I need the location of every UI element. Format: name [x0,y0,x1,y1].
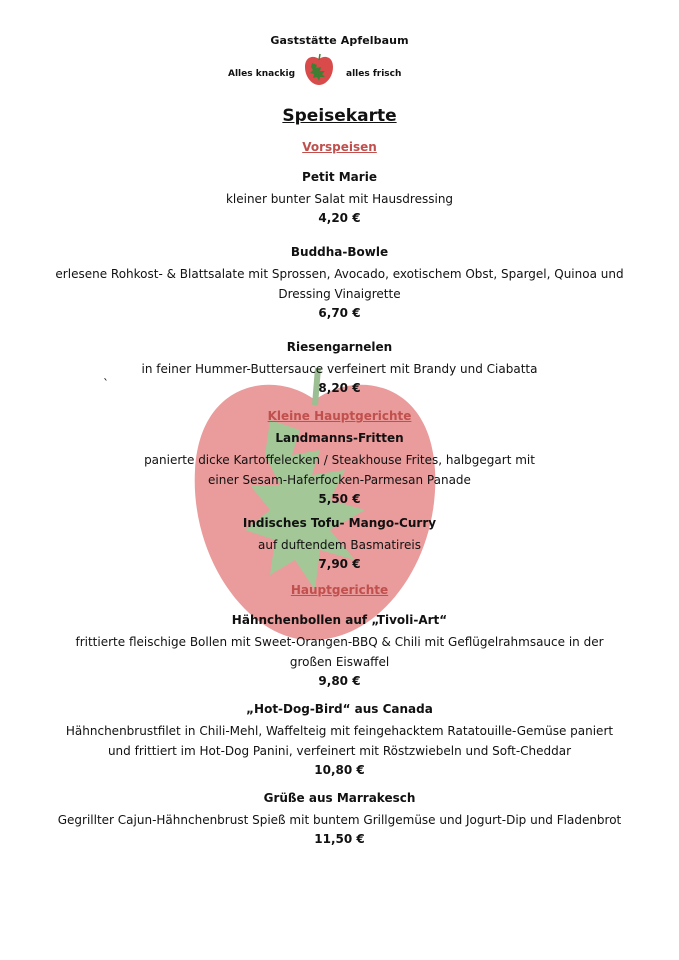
item-description: frittierte fleischige Bollen mit Sweet-Orangen-BBQ & Chili mit Geflügelrahmsauce in der großen Eiswaffel [75,635,604,669]
item-price: 6,70 € [318,306,361,320]
apple-logo-icon [302,53,336,87]
slogan-right: alles frisch [346,69,402,79]
item-price: 9,80 € [318,674,361,688]
item-name: Hähnchenbollen auf „Tivoli-Art“ [231,613,448,627]
item-name: Landmanns-Fritten [275,431,404,445]
item-description: Gegrillter Cajun-Hähnchenbrust Spieß mit buntem Grillgemüse und Jogurt-Dip und Fladenbrot [57,813,622,827]
item-name: Riesengarnelen [286,340,393,354]
item-price: 8,20 € [318,381,361,395]
brand-name: Gaststätte Apfelbaum [270,34,409,47]
item-name: Indisches Tofu- Mango-Curry [242,516,437,530]
page-title: Speisekarte [282,106,397,126]
item-description: panierte dicke Kartoffelecken / Steakhouse Frites, halbgegart mit einer Sesam-Haferfocken-Parmesan Panade [144,453,535,487]
menu-item [0,170,679,225]
section-heading-hauptgerichte: Hauptgerichte [290,583,389,597]
menu-item [0,791,679,846]
item-name: Grüße aus Marrakesch [263,791,416,805]
item-name: Petit Marie [302,170,377,184]
section-heading-kleine-hauptgerichte: Kleine Hauptgerichte [267,409,412,423]
item-price: 11,50 € [314,832,365,846]
item-price: 10,80 € [314,763,365,777]
item-price: 5,50 € [318,492,361,506]
stray-mark: ` [103,377,109,391]
menu-item [0,340,679,395]
slogan-left: Alles knackig [228,69,296,79]
item-description: Hähnchenbrustfilet in Chili-Mehl, Waffelteig mit feingehacktem Ratatouille-Gemüse paniert und frittiert im Hot-Dog Panini, verfeinert mit Röstzwiebeln und Soft-Cheddar [65,724,614,758]
item-price: 7,90 € [318,557,361,571]
slogan-row [0,47,679,87]
menu-content [0,106,679,866]
menu-item [0,516,679,571]
menu-item [0,702,679,777]
item-description: kleiner bunter Salat mit Hausdressing [225,192,454,206]
header [0,34,679,87]
section-heading-vorspeisen: Vorspeisen [302,140,377,154]
item-description: auf duftendem Basmatireis [258,538,421,552]
item-price: 4,20 € [318,211,361,225]
menu-item [0,613,679,688]
item-name: „Hot-Dog-Bird“ aus Canada [246,702,433,716]
menu-item [0,431,679,506]
item-description: in feiner Hummer-Buttersauce verfeinert mit Brandy und Ciabatta [141,362,538,376]
item-description: erlesene Rohkost- & Blattsalate mit Sprossen, Avocado, exotischem Obst, Spargel, Quinoa und Dressing Vinaigrette [55,267,624,301]
menu-item [0,245,679,320]
item-name: Buddha-Bowle [290,245,389,259]
